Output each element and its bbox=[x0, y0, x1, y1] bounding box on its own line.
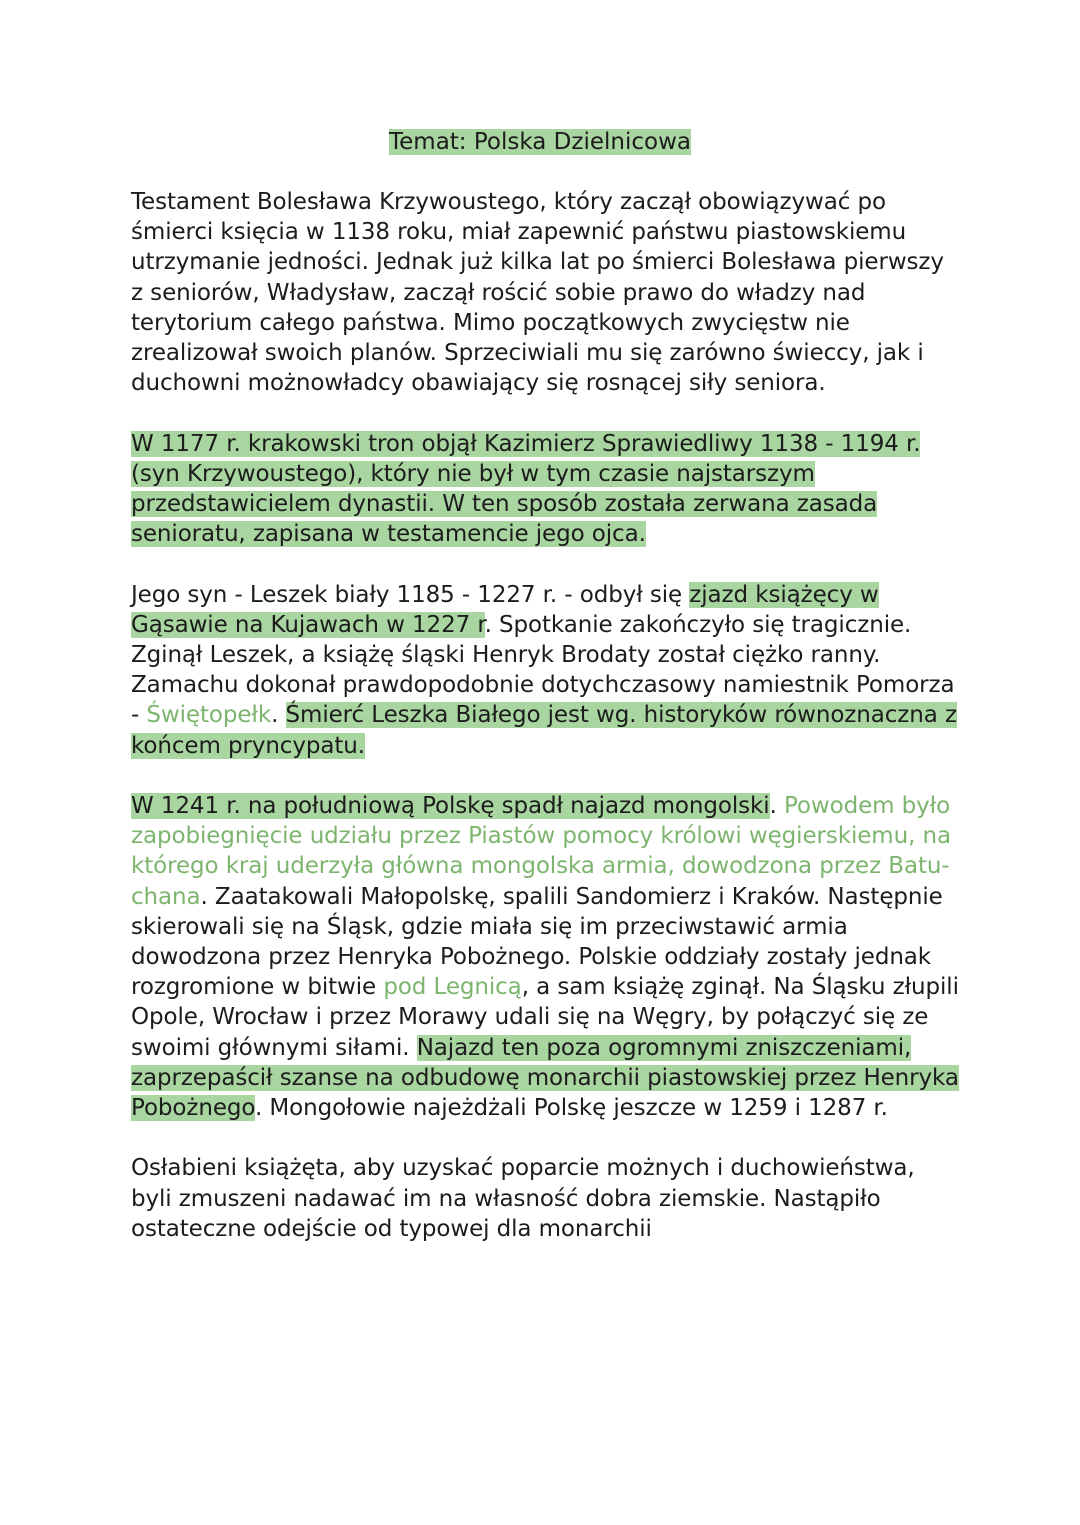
document-body bbox=[131, 187, 961, 1274]
highlighted-segment: Śmierć Leszka Białego jest wg. historyków równoznaczna z końcem pryncypatu. bbox=[131, 702, 957, 759]
paragraph-mongol-invasion bbox=[131, 791, 961, 1123]
green-text-segment: Świętopełk bbox=[146, 702, 272, 729]
page-title bbox=[0, 126, 1080, 158]
green-text-segment: Powodem było zapobiegnięcie udziału przez Piastów pomocy królowi węgierskiemu, na którego kraj uderzyła główna mongolska armia, dowodzona przez Batu-chana bbox=[131, 793, 951, 910]
text-segment: . bbox=[271, 702, 286, 729]
text-segment: Jego syn - Leszek biały 1185 - 1227 r. - odbył się bbox=[131, 581, 690, 608]
highlighted-segment: zjazd książęcy w Gąsawie na Kujawach w 1227 r bbox=[131, 581, 879, 638]
highlighted-segment: Najazd ten poza ogromnymi zniszczeniami, zaprzepaścił szanse na odbudowę monarchii piastowskiej przez Henryka Pobożnego bbox=[131, 1034, 959, 1122]
text-segment: . Zaatakowali Małopolskę, spalili Sandomierz i Kraków. Następnie skierowali się na Śląsk, gdzie miała się im przeciwstawić armia dowodzona przez Henryka Pobożnego. Polskie oddziały zostały jednak rozgromione w bitwie bbox=[131, 883, 943, 1001]
text-segment: . Spotkanie zakończyło się tragicznie. Zginął Leszek, a książę śląski Henryk Brodaty został ciężko ranny. Zamachu dokonał prawdopodobnie dotychczasowy namiestnik Pomorza - bbox=[131, 611, 955, 729]
green-text-segment: pod Legnicą bbox=[383, 974, 522, 1001]
paragraph-kazimierz bbox=[131, 429, 961, 550]
text-segment: Testament Bolesława Krzywoustego, który zaczął obowiązywać po śmierci księcia w 1138 roku, miał zapewnić państwu piastowskiemu utrzymanie jedności. Jednak już kilka lat po śmierci Bolesława pierwszy z seniorów, Władysław, zaczął rościć sobie prawo do władzy nad terytorium całego państwa. Mimo początkowych zwycięstw nie zrealizował swoich planów. Sprzeciwiali mu się zarówno świeccy, jak i duchowni możnowładcy obawiający się rosnącej siły seniora. bbox=[131, 189, 944, 397]
highlighted-segment: W 1177 r. krakowski tron objął Kazimierz Sprawiedliwy 1138 - 1194 r. (syn Krzywoustego), który nie był w tym czasie najstarszym przedstawicielem dynastii. W ten sposób została zerwana zasada senioratu, zapisana w testamencie jego ojca. bbox=[131, 430, 921, 548]
title-highlight: Temat: Polska Dzielnicowa bbox=[389, 129, 691, 155]
text-segment: Osłabieni książęta, aby uzyskać poparcie możnych i duchowieństwa, byli zmuszeni nadawać im na własność dobra ziemskie. Nastąpiło ostateczne odejście od typowej dla monarchii bbox=[131, 1155, 915, 1242]
text-segment: . bbox=[769, 793, 784, 820]
paragraph-testament bbox=[131, 187, 961, 398]
text-segment: , a sam książę zginął. Na Śląsku złupili Opole, Wrocław i przez Morawy udali się na Węgry, by połączyć się ze swoimi głównymi siłami. bbox=[131, 974, 959, 1061]
highlighted-segment: W 1241 r. na południową Polskę spadł najazd mongolski bbox=[131, 793, 770, 820]
paragraph-leszek bbox=[131, 580, 961, 761]
text-segment: . Mongołowie najeżdżali Polskę jeszcze w 1259 i 1287 r. bbox=[254, 1095, 888, 1122]
paragraph-princes bbox=[131, 1153, 961, 1244]
